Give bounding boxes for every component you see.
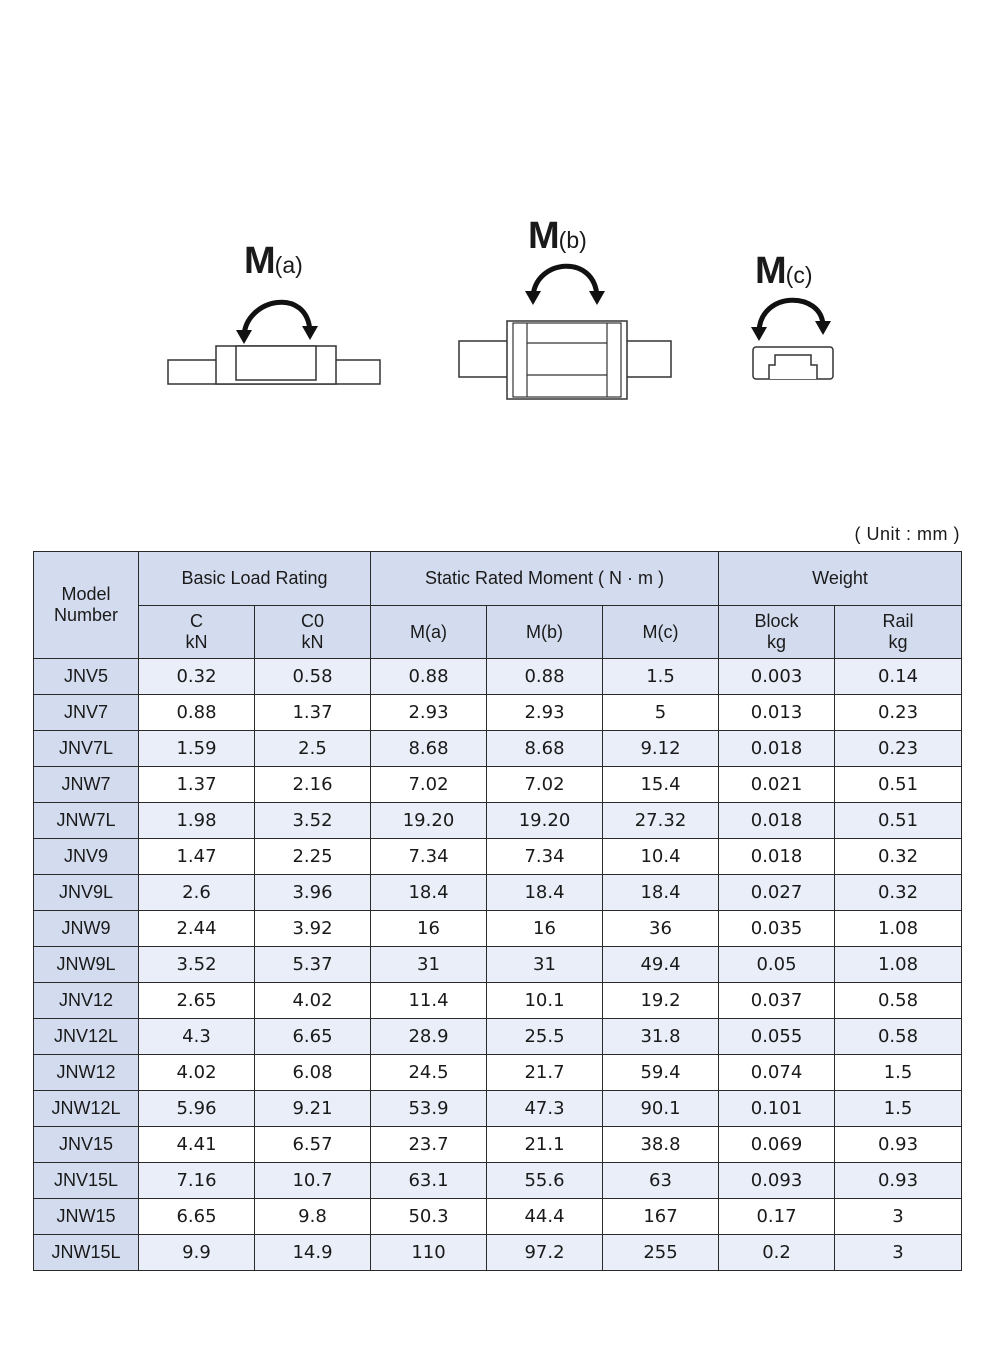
cell-c0: 3.52 bbox=[255, 803, 371, 839]
specification-table bbox=[33, 551, 962, 1271]
table-row bbox=[34, 695, 962, 731]
table-row bbox=[34, 947, 962, 983]
cell-rail-weight: 0.58 bbox=[835, 983, 962, 1019]
cell-ma: 16 bbox=[371, 911, 487, 947]
cell-model: JNV5 bbox=[34, 659, 139, 695]
cell-mb: 18.4 bbox=[487, 875, 603, 911]
cell-mc: 59.4 bbox=[603, 1055, 719, 1091]
cell-model: JNW12 bbox=[34, 1055, 139, 1091]
cell-ma: 18.4 bbox=[371, 875, 487, 911]
cell-c0: 0.58 bbox=[255, 659, 371, 695]
cell-c: 1.59 bbox=[139, 731, 255, 767]
cell-c: 2.6 bbox=[139, 875, 255, 911]
cell-mc: 49.4 bbox=[603, 947, 719, 983]
cell-c: 7.16 bbox=[139, 1163, 255, 1199]
cell-c: 9.9 bbox=[139, 1235, 255, 1271]
cell-model: JNW7 bbox=[34, 767, 139, 803]
cell-block-weight: 0.055 bbox=[719, 1019, 835, 1055]
cell-mc: 167 bbox=[603, 1199, 719, 1235]
cell-mb: 19.20 bbox=[487, 803, 603, 839]
cell-rail-weight: 1.08 bbox=[835, 911, 962, 947]
cell-model: JNW9L bbox=[34, 947, 139, 983]
header-weight: Weight bbox=[719, 552, 962, 606]
cell-block-weight: 0.018 bbox=[719, 839, 835, 875]
header-basic-load-rating: Basic Load Rating bbox=[139, 552, 371, 606]
cell-c0: 6.08 bbox=[255, 1055, 371, 1091]
table-row bbox=[34, 983, 962, 1019]
cell-c: 2.65 bbox=[139, 983, 255, 1019]
cell-c0: 2.16 bbox=[255, 767, 371, 803]
cell-rail-weight: 0.58 bbox=[835, 1019, 962, 1055]
cell-model: JNV7L bbox=[34, 731, 139, 767]
header-ma: M(a) bbox=[371, 606, 487, 659]
cell-ma: 7.02 bbox=[371, 767, 487, 803]
header-static-rated-moment: Static Rated Moment ( N · m ) bbox=[371, 552, 719, 606]
table-row bbox=[34, 1127, 962, 1163]
cell-ma: 23.7 bbox=[371, 1127, 487, 1163]
cell-c0: 10.7 bbox=[255, 1163, 371, 1199]
cell-model: JNW9 bbox=[34, 911, 139, 947]
cell-model: JNV12L bbox=[34, 1019, 139, 1055]
cell-ma: 63.1 bbox=[371, 1163, 487, 1199]
table-row bbox=[34, 1019, 962, 1055]
cell-model: JNV9 bbox=[34, 839, 139, 875]
rail-block-top-view-icon bbox=[455, 255, 675, 405]
cell-ma: 11.4 bbox=[371, 983, 487, 1019]
cell-block-weight: 0.018 bbox=[719, 731, 835, 767]
cell-mb: 7.02 bbox=[487, 767, 603, 803]
cell-mb: 97.2 bbox=[487, 1235, 603, 1271]
cell-rail-weight: 0.32 bbox=[835, 875, 962, 911]
cell-mb: 25.5 bbox=[487, 1019, 603, 1055]
cell-mc: 10.4 bbox=[603, 839, 719, 875]
cell-block-weight: 0.035 bbox=[719, 911, 835, 947]
cell-block-weight: 0.093 bbox=[719, 1163, 835, 1199]
cell-mc: 31.8 bbox=[603, 1019, 719, 1055]
cell-ma: 50.3 bbox=[371, 1199, 487, 1235]
cell-c: 4.41 bbox=[139, 1127, 255, 1163]
cell-model: JNW15L bbox=[34, 1235, 139, 1271]
moment-c-diagram bbox=[745, 285, 845, 385]
cell-model: JNW7L bbox=[34, 803, 139, 839]
cell-block-weight: 0.018 bbox=[719, 803, 835, 839]
cell-mb: 44.4 bbox=[487, 1199, 603, 1235]
unit-caption: ( Unit : mm ) bbox=[854, 524, 960, 544]
cell-ma: 2.93 bbox=[371, 695, 487, 731]
cell-mc: 18.4 bbox=[603, 875, 719, 911]
cell-c: 0.32 bbox=[139, 659, 255, 695]
cell-c0: 2.5 bbox=[255, 731, 371, 767]
cell-mc: 27.32 bbox=[603, 803, 719, 839]
table-row bbox=[34, 1091, 962, 1127]
cell-mb: 16 bbox=[487, 911, 603, 947]
cell-c0: 1.37 bbox=[255, 695, 371, 731]
cell-mb: 10.1 bbox=[487, 983, 603, 1019]
cell-ma: 24.5 bbox=[371, 1055, 487, 1091]
cell-c0: 14.9 bbox=[255, 1235, 371, 1271]
cell-rail-weight: 1.08 bbox=[835, 947, 962, 983]
header-model-number: Model Number bbox=[34, 552, 139, 659]
table-row bbox=[34, 911, 962, 947]
cell-rail-weight: 0.23 bbox=[835, 695, 962, 731]
cell-rail-weight: 0.14 bbox=[835, 659, 962, 695]
header-c0: C0 kN bbox=[255, 606, 371, 659]
cell-mb: 31 bbox=[487, 947, 603, 983]
table-row bbox=[34, 1235, 962, 1271]
cell-c0: 6.57 bbox=[255, 1127, 371, 1163]
cell-c0: 6.65 bbox=[255, 1019, 371, 1055]
cell-c0: 9.8 bbox=[255, 1199, 371, 1235]
cell-rail-weight: 0.93 bbox=[835, 1127, 962, 1163]
cell-c0: 2.25 bbox=[255, 839, 371, 875]
table-row bbox=[34, 1055, 962, 1091]
header-block-weight: Block kg bbox=[719, 606, 835, 659]
cell-mc: 63 bbox=[603, 1163, 719, 1199]
table-row bbox=[34, 659, 962, 695]
cell-mc: 9.12 bbox=[603, 731, 719, 767]
cell-mb: 21.7 bbox=[487, 1055, 603, 1091]
cell-mc: 5 bbox=[603, 695, 719, 731]
cell-c0: 3.96 bbox=[255, 875, 371, 911]
cell-ma: 19.20 bbox=[371, 803, 487, 839]
cell-rail-weight: 1.5 bbox=[835, 1091, 962, 1127]
table-row bbox=[34, 1199, 962, 1235]
cell-rail-weight: 0.23 bbox=[835, 731, 962, 767]
cell-mb: 2.93 bbox=[487, 695, 603, 731]
rail-block-side-view-icon bbox=[160, 280, 390, 390]
cell-block-weight: 0.003 bbox=[719, 659, 835, 695]
cell-block-weight: 0.17 bbox=[719, 1199, 835, 1235]
cell-mb: 0.88 bbox=[487, 659, 603, 695]
cell-c: 6.65 bbox=[139, 1199, 255, 1235]
cell-mb: 8.68 bbox=[487, 731, 603, 767]
cell-block-weight: 0.069 bbox=[719, 1127, 835, 1163]
cell-model: JNV7 bbox=[34, 695, 139, 731]
header-rail-weight: Rail kg bbox=[835, 606, 962, 659]
cell-c0: 9.21 bbox=[255, 1091, 371, 1127]
cell-c: 5.96 bbox=[139, 1091, 255, 1127]
header-mc: M(c) bbox=[603, 606, 719, 659]
table-row bbox=[34, 839, 962, 875]
cell-model: JNV15 bbox=[34, 1127, 139, 1163]
cell-mc: 36 bbox=[603, 911, 719, 947]
cell-ma: 53.9 bbox=[371, 1091, 487, 1127]
table-row bbox=[34, 1163, 962, 1199]
moment-b-label: M(b) bbox=[528, 215, 587, 257]
cell-c0: 4.02 bbox=[255, 983, 371, 1019]
moment-a-diagram bbox=[160, 280, 390, 390]
cell-model: JNW12L bbox=[34, 1091, 139, 1127]
table-row bbox=[34, 875, 962, 911]
cell-ma: 8.68 bbox=[371, 731, 487, 767]
cell-block-weight: 0.2 bbox=[719, 1235, 835, 1271]
cell-block-weight: 0.027 bbox=[719, 875, 835, 911]
cell-c: 4.02 bbox=[139, 1055, 255, 1091]
header-mb: M(b) bbox=[487, 606, 603, 659]
cell-c: 1.37 bbox=[139, 767, 255, 803]
cell-ma: 7.34 bbox=[371, 839, 487, 875]
cell-rail-weight: 1.5 bbox=[835, 1055, 962, 1091]
cell-c: 1.47 bbox=[139, 839, 255, 875]
cell-mc: 19.2 bbox=[603, 983, 719, 1019]
header-c: C kN bbox=[139, 606, 255, 659]
table-row bbox=[34, 731, 962, 767]
cell-model: JNV12 bbox=[34, 983, 139, 1019]
cell-rail-weight: 0.51 bbox=[835, 767, 962, 803]
cell-c: 0.88 bbox=[139, 695, 255, 731]
cell-rail-weight: 0.93 bbox=[835, 1163, 962, 1199]
cell-block-weight: 0.05 bbox=[719, 947, 835, 983]
cell-block-weight: 0.074 bbox=[719, 1055, 835, 1091]
cell-rail-weight: 0.32 bbox=[835, 839, 962, 875]
cell-model: JNW15 bbox=[34, 1199, 139, 1235]
moment-c-label: M(c) bbox=[755, 250, 813, 292]
cell-mb: 21.1 bbox=[487, 1127, 603, 1163]
cell-mc: 38.8 bbox=[603, 1127, 719, 1163]
cell-c0: 5.37 bbox=[255, 947, 371, 983]
cell-block-weight: 0.101 bbox=[719, 1091, 835, 1127]
cell-mb: 55.6 bbox=[487, 1163, 603, 1199]
cell-rail-weight: 3 bbox=[835, 1235, 962, 1271]
cell-block-weight: 0.037 bbox=[719, 983, 835, 1019]
rail-block-end-view-icon bbox=[745, 285, 845, 385]
cell-model: JNV15L bbox=[34, 1163, 139, 1199]
cell-mb: 47.3 bbox=[487, 1091, 603, 1127]
cell-mb: 7.34 bbox=[487, 839, 603, 875]
cell-ma: 0.88 bbox=[371, 659, 487, 695]
cell-c: 1.98 bbox=[139, 803, 255, 839]
cell-mc: 90.1 bbox=[603, 1091, 719, 1127]
cell-mc: 1.5 bbox=[603, 659, 719, 695]
cell-rail-weight: 0.51 bbox=[835, 803, 962, 839]
table-row bbox=[34, 803, 962, 839]
cell-c0: 3.92 bbox=[255, 911, 371, 947]
cell-c: 4.3 bbox=[139, 1019, 255, 1055]
cell-rail-weight: 3 bbox=[835, 1199, 962, 1235]
moment-a-label: M(a) bbox=[244, 240, 303, 282]
moment-b-diagram bbox=[455, 255, 675, 405]
cell-model: JNV9L bbox=[34, 875, 139, 911]
cell-block-weight: 0.013 bbox=[719, 695, 835, 731]
table-row bbox=[34, 767, 962, 803]
cell-mc: 255 bbox=[603, 1235, 719, 1271]
cell-ma: 31 bbox=[371, 947, 487, 983]
cell-c: 3.52 bbox=[139, 947, 255, 983]
cell-ma: 28.9 bbox=[371, 1019, 487, 1055]
cell-c: 2.44 bbox=[139, 911, 255, 947]
cell-ma: 110 bbox=[371, 1235, 487, 1271]
table-body bbox=[34, 659, 962, 1271]
cell-mc: 15.4 bbox=[603, 767, 719, 803]
cell-block-weight: 0.021 bbox=[719, 767, 835, 803]
